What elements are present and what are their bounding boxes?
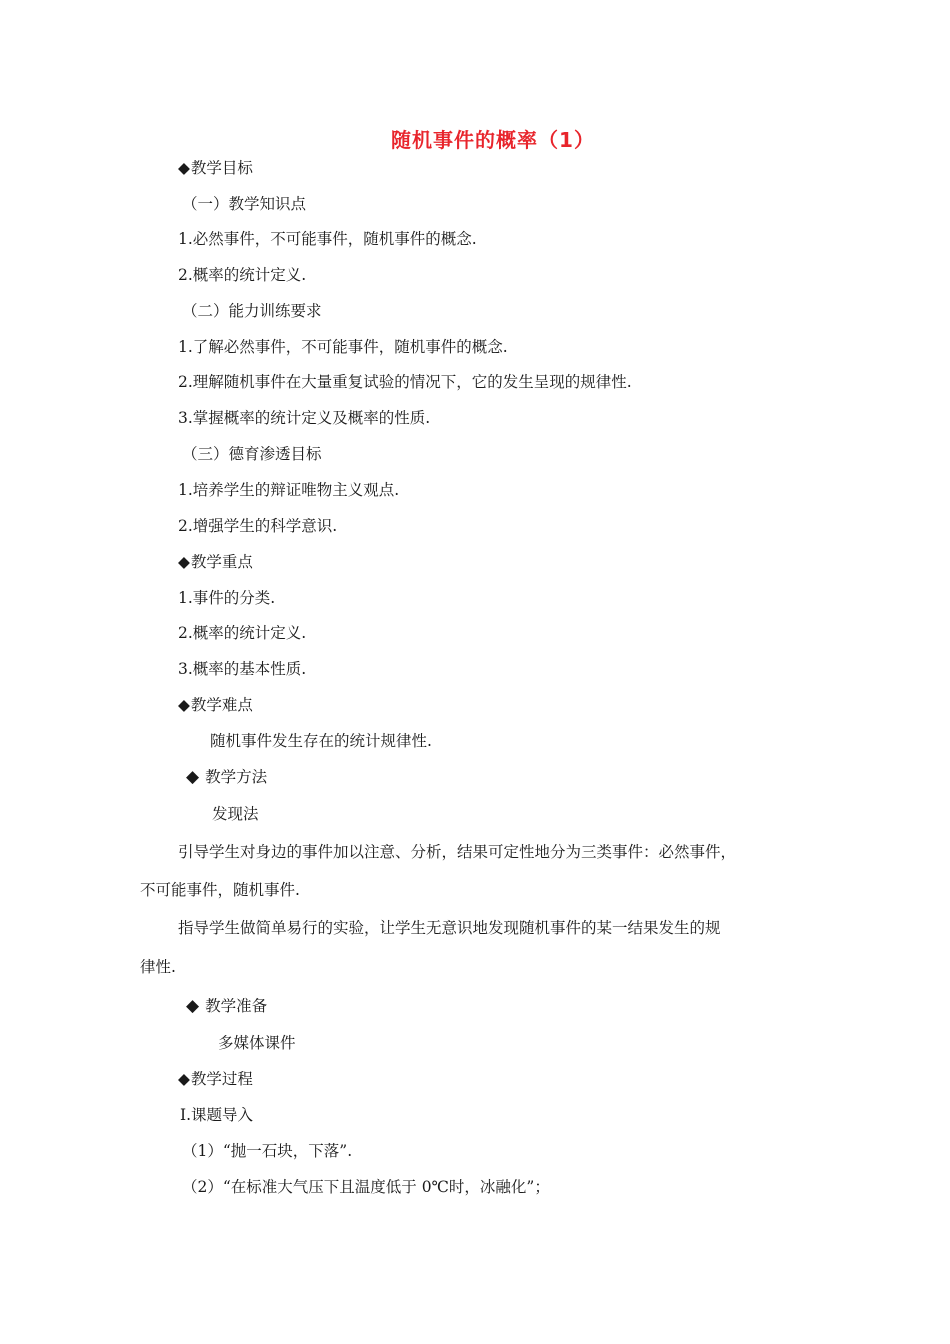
diamond-bullet-icon: ◆ xyxy=(178,1070,190,1088)
subheading-knowledge: （一）教学知识点 xyxy=(182,195,307,213)
text-line: （2）“在标准大气压下且温度低于 0℃时，冰融化”； xyxy=(182,1178,550,1196)
diamond-bullet-icon: ◆ xyxy=(178,553,190,571)
text-line: 2.理解随机事件在大量重复试验的情况下，它的发生呈现的规律性. xyxy=(178,373,632,391)
text-line: （1）“抛一石块，下落”. xyxy=(182,1142,353,1160)
text-line: Ⅰ.课题导入 xyxy=(180,1106,254,1124)
paragraph-line: 引导学生对身边的事件加以注意、分析，结果可定性地分为三类事件：必然事件， xyxy=(178,843,737,861)
diamond-bullet-icon: ◆ xyxy=(186,996,200,1016)
heading-difficult: ◆教学难点 xyxy=(178,696,253,714)
text-line: 1.培养学生的辩证唯物主义观点. xyxy=(178,481,400,499)
heading-key: ◆教学重点 xyxy=(178,553,253,571)
document-title: 随机事件的概率（1） xyxy=(391,128,595,152)
diamond-bullet-icon: ◆ xyxy=(178,159,190,177)
diamond-bullet-icon: ◆ xyxy=(178,696,190,714)
text-line: 发现法 xyxy=(212,805,259,823)
text-line: 3.掌握概率的统计定义及概率的性质. xyxy=(178,409,431,427)
heading-method: ◆ 教学方法 xyxy=(186,767,268,787)
text-line: 3.概率的基本性质. xyxy=(178,660,307,678)
subheading-moral: （三）德育渗透目标 xyxy=(182,445,322,463)
heading-prep: ◆ 教学准备 xyxy=(186,996,268,1016)
text-line: 1.必然事件，不可能事件，随机事件的概念. xyxy=(178,230,477,248)
text-line: 2.增强学生的科学意识. xyxy=(178,517,338,535)
text-line: 1.了解必然事件，不可能事件，随机事件的概念. xyxy=(178,338,508,356)
diamond-bullet-icon: ◆ xyxy=(186,767,200,787)
paragraph-line: 不可能事件，随机事件. xyxy=(140,881,300,899)
paragraph-line: 律性. xyxy=(140,958,176,976)
text-line: 2.概率的统计定义. xyxy=(178,266,307,284)
text-line: 随机事件发生存在的统计规律性. xyxy=(210,732,432,750)
text-line: 2.概率的统计定义. xyxy=(178,624,307,642)
text-line: 1.事件的分类. xyxy=(178,589,276,607)
heading-process: ◆教学过程 xyxy=(178,1070,253,1088)
subheading-ability: （二）能力训练要求 xyxy=(182,302,322,320)
heading-goals: ◆教学目标 xyxy=(178,159,253,177)
text-line: 多媒体课件 xyxy=(218,1034,296,1052)
paragraph-line: 指导学生做简单易行的实验，让学生无意识地发现随机事件的某一结果发生的规 xyxy=(178,919,721,937)
